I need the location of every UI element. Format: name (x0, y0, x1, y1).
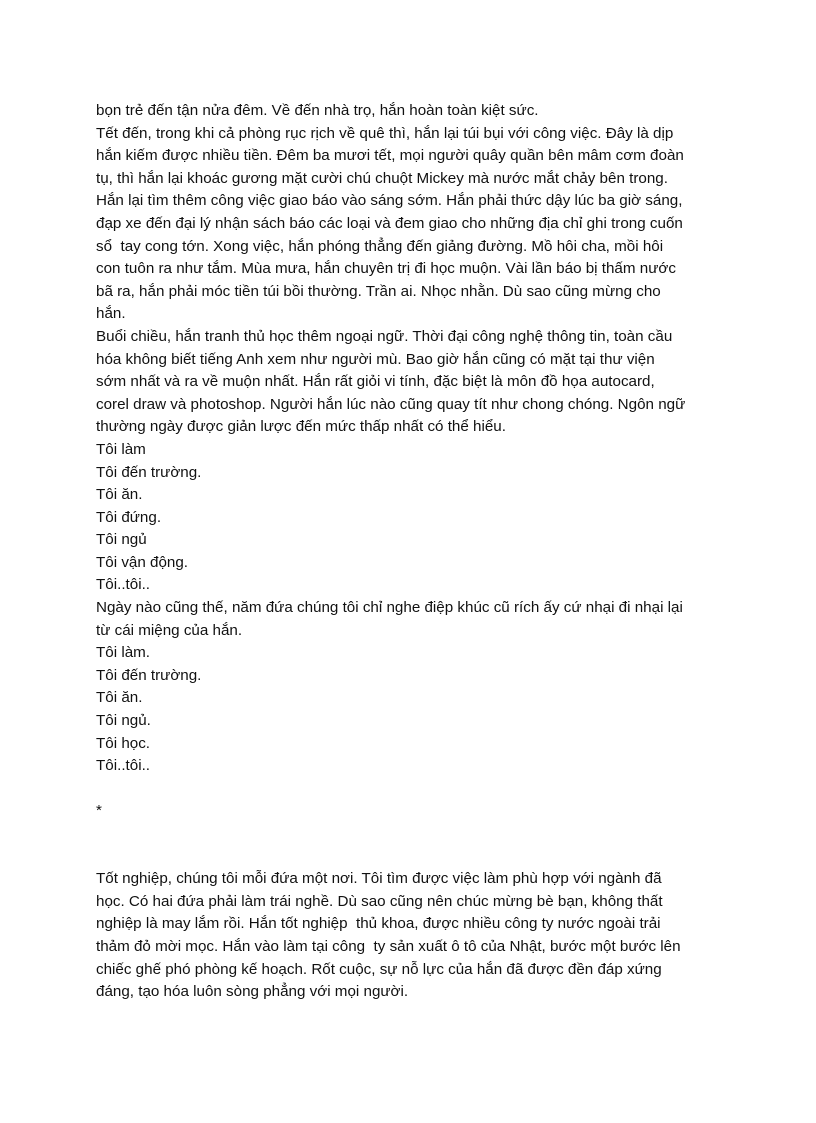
text-line: Tôi..tôi.. (96, 576, 151, 594)
text-line: con tuôn ra như tắm. Mùa mưa, hắn chuyên trị đi học muộn. Vài lần báo bị thấm nước (96, 260, 676, 278)
text-line: tụ, thì hắn lại khoác gương mặt cười chú chuột Mickey mà nước mắt chảy bên trong. (96, 169, 668, 187)
text-line: sớm nhất và ra về muộn nhất. Hắn rất giỏi vi tính, đặc biệt là môn đồ họa autocard, (96, 373, 655, 391)
text-line: Tôi ăn. (96, 689, 143, 707)
text-line: hắn kiếm được nhiều tiền. Đêm ba mươi tết, mọi người quây quần bên mâm cơm đoàn (96, 147, 684, 165)
text-line: Tôi đến trường. (96, 666, 202, 684)
text-line: sổ tay cong tớn. Xong việc, hắn phóng thẳng đến giảng đường. Mồ hôi cha, mồi hôi (96, 237, 664, 255)
text-line: Tôi học. (96, 734, 151, 752)
text-line: chiếc ghế phó phòng kế hoạch. Rốt cuộc, sự nỗ lực của hắn đã được đền đáp xứng (96, 960, 662, 978)
text-line: Tôi đứng. (96, 508, 162, 526)
text-line: nghiệp là may lắm rồi. Hắn tốt nghiệp thủ khoa, được nhiều công ty nước ngoài trải (96, 915, 661, 933)
spacer (96, 823, 736, 868)
text-line: Tôi vận động. (96, 553, 189, 571)
text-line: Tôi làm (96, 440, 146, 458)
text-line: thảm đỏ mời mọc. Hắn vào làm tại công ty sản xuất ô tô của Nhật, bước một bước lên (96, 937, 681, 955)
text-line: Tôi ngủ. (96, 712, 151, 730)
text-line: Hắn lại tìm thêm công việc giao báo vào sáng sớm. Hắn phải thức dậy lúc ba giờ sáng, (96, 192, 683, 210)
text-line: Tốt nghiệp, chúng tôi mỗi đứa một nơi. Tôi tìm được việc làm phù hợp với ngành đã (96, 870, 662, 888)
document-body (96, 100, 736, 1004)
section-separator: * (96, 802, 102, 820)
text-line: học. Có hai đứa phải làm trái nghề. Dù sao cũng nên chúc mừng bè bạn, không thất (96, 892, 663, 910)
text-line: Ngày nào cũng thế, năm đứa chúng tôi chỉ nghe điệp khúc cũ rích ấy cứ nhại đi nhại lại (96, 599, 683, 617)
text-line: Tôi ăn. (96, 486, 143, 504)
text-line: corel draw và photoshop. Người hắn lúc nào cũng quay tít như chong chóng. Ngôn ngữ (96, 395, 686, 413)
spacer (96, 778, 736, 801)
text-line: Buổi chiều, hắn tranh thủ học thêm ngoại ngữ. Thời đại công nghệ thông tin, toàn cầu (96, 327, 673, 345)
text-line: hắn. (96, 305, 126, 323)
text-line: thường ngày được giản lược đến mức thấp nhất có thể hiểu. (96, 418, 506, 436)
text-line: hóa không biết tiếng Anh xem như người mù. Bao giờ hắn cũng có mặt tại thư viện (96, 350, 655, 368)
text-line: đạp xe đến đại lý nhận sách báo các loại và đem giao cho những địa chỉ ghi trong cuốn (96, 214, 683, 232)
text-line: Tôi làm. (96, 644, 151, 662)
text-line: từ cái miệng của hắn. (96, 621, 243, 639)
text-line: Tết đến, trong khi cả phòng rục rịch về quê thì, hắn lại túi bụi với công việc. Đây là dịp (96, 124, 674, 142)
text-line: bọn trẻ đến tận nửa đêm. Về đến nhà trọ, hắn hoàn toàn kiệt sức. (96, 102, 539, 119)
text-line: Tôi..tôi.. (96, 757, 151, 775)
text-line: Tôi ngủ (96, 531, 147, 549)
text-line: đáng, tạo hóa luôn sòng phẳng với mọi người. (96, 983, 409, 1001)
text-line: bã ra, hắn phải móc tiền túi bồi thường. Trần ai. Nhọc nhằn. Dù sao cũng mừng cho (96, 282, 661, 300)
text-line: Tôi đến trường. (96, 463, 202, 481)
